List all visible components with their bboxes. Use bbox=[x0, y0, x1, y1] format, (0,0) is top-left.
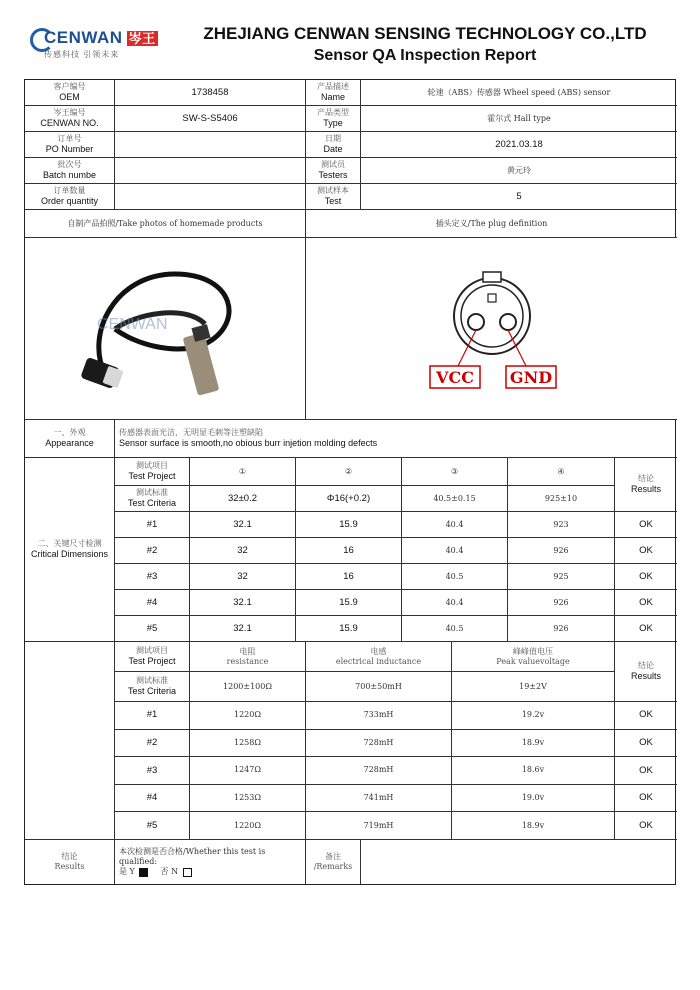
plug-diagram-image bbox=[392, 254, 592, 404]
critical-column-header: ③ bbox=[402, 458, 508, 486]
order-quantity-value bbox=[115, 184, 306, 210]
plug-definition-header: 插头定义/The plug definition bbox=[306, 210, 677, 238]
plug-definition-diagram bbox=[306, 238, 677, 420]
test-sample-value: 5 bbox=[361, 184, 677, 210]
company-logo bbox=[30, 26, 160, 62]
critical-sample-id: #2 bbox=[115, 538, 190, 564]
critical-measurement: 16 bbox=[296, 564, 402, 590]
batch-number-label: 批次号 Batch numbe bbox=[25, 158, 115, 184]
date-label: 日期 Date bbox=[306, 132, 361, 158]
critical-measurement: 32.1 bbox=[190, 590, 296, 616]
appearance-text: 传感器表面光洁，无明显毛刺等注塑缺陷 Sensor surface is smooth,no obious burr injetion molding defects bbox=[115, 420, 677, 458]
electrical-project-label: 测试项目 Test Project bbox=[115, 642, 190, 672]
po-number-value bbox=[115, 132, 306, 158]
appearance-label: 一、外观 Appearance bbox=[25, 420, 115, 458]
critical-measurement: 15.9 bbox=[296, 512, 402, 538]
electrical-result: OK bbox=[615, 730, 677, 758]
footer-results-label: 结论 Results bbox=[25, 840, 115, 884]
electrical-column-header: 电阻 resistance bbox=[190, 642, 306, 672]
critical-column-header: ① bbox=[190, 458, 296, 486]
electrical-measurement: 1247Ω bbox=[190, 757, 306, 785]
electrical-measurement: 1258Ω bbox=[190, 730, 306, 758]
critical-measurement: 32.1 bbox=[190, 512, 296, 538]
electrical-measurement: 719mH bbox=[306, 812, 452, 840]
critical-sample-id: #3 bbox=[115, 564, 190, 590]
critical-project-label: 测试项目 Test Project bbox=[115, 458, 190, 486]
electrical-criteria-value: 19±2V bbox=[452, 672, 615, 702]
electrical-criteria-value: 700±50mH bbox=[306, 672, 452, 702]
testers-label: 测试员 Testers bbox=[306, 158, 361, 184]
electrical-sample-id: #1 bbox=[115, 702, 190, 730]
critical-criteria-value: 925±10 bbox=[508, 486, 615, 512]
critical-sample-id: #1 bbox=[115, 512, 190, 538]
critical-sample-id: #5 bbox=[115, 616, 190, 642]
critical-measurement: 40.4 bbox=[402, 590, 508, 616]
qualified-question: 本次检测是否合格/Whether this test is qualified: bbox=[119, 847, 266, 866]
product-photo bbox=[25, 238, 306, 420]
critical-criteria-value: Φ16(+0.2) bbox=[296, 486, 402, 512]
critical-result: OK bbox=[615, 512, 677, 538]
electrical-measurement: 741mH bbox=[306, 785, 452, 813]
electrical-measurement: 18.9v bbox=[452, 812, 615, 840]
critical-measurement: 40.5 bbox=[402, 616, 508, 642]
report-title: Sensor QA Inspection Report bbox=[313, 47, 537, 64]
critical-criteria-label: 测试标准 Test Criteria bbox=[115, 486, 190, 512]
electrical-sample-id: #3 bbox=[115, 757, 190, 785]
gnd-label: GND bbox=[509, 367, 552, 387]
critical-measurement: 32.1 bbox=[190, 616, 296, 642]
electrical-measurement: 733mH bbox=[306, 702, 452, 730]
type-label: 产品类型 Type bbox=[306, 106, 361, 132]
critical-result: OK bbox=[615, 538, 677, 564]
vcc-label: VCC bbox=[435, 367, 474, 387]
critical-measurement: 15.9 bbox=[296, 590, 402, 616]
critical-measurement: 926 bbox=[508, 590, 615, 616]
order-quantity-label: 订单数量 Order quantity bbox=[25, 184, 115, 210]
electrical-section-label bbox=[25, 642, 115, 840]
critical-measurement: 925 bbox=[508, 564, 615, 590]
test-sample-label: 测试样本 Test bbox=[306, 184, 361, 210]
date-value: 2021.03.18 bbox=[361, 132, 677, 158]
critical-measurement: 40.4 bbox=[402, 538, 508, 564]
type-value: 霍尔式 Hall type bbox=[361, 106, 677, 132]
critical-result: OK bbox=[615, 564, 677, 590]
company-name: ZHEJIANG CENWAN SENSING TECHNOLOGY CO.,LTD bbox=[203, 24, 647, 43]
name-value: 轮速（ABS）传感器 Wheel speed (ABS) sensor bbox=[361, 80, 677, 106]
electrical-measurement: 18.9v bbox=[452, 730, 615, 758]
electrical-sample-id: #4 bbox=[115, 785, 190, 813]
remarks-value bbox=[361, 840, 677, 884]
electrical-column-header: 峰峰值电压 Peak valuevoltage bbox=[452, 642, 615, 672]
electrical-result: OK bbox=[615, 702, 677, 730]
electrical-measurement: 19.2v bbox=[452, 702, 615, 730]
logo-cn: 岑王 bbox=[128, 31, 156, 46]
critical-measurement: 15.9 bbox=[296, 616, 402, 642]
svg-text:CENWAN: CENWAN bbox=[97, 315, 168, 333]
yes-option-label: 是 Y bbox=[119, 867, 135, 876]
electrical-measurement: 19.0v bbox=[452, 785, 615, 813]
critical-column-header: ④ bbox=[508, 458, 615, 486]
critical-measurement: 926 bbox=[508, 616, 615, 642]
critical-measurement: 926 bbox=[508, 538, 615, 564]
critical-criteria-value: 32±0.2 bbox=[190, 486, 296, 512]
electrical-measurement: 1220Ω bbox=[190, 812, 306, 840]
qualified-statement bbox=[115, 840, 306, 884]
critical-measurement: 923 bbox=[508, 512, 615, 538]
electrical-sample-id: #2 bbox=[115, 730, 190, 758]
critical-results-label: 结论 Results bbox=[615, 458, 677, 512]
testers-value: 黄元玲 bbox=[361, 158, 677, 184]
product-photo-header: 自制产品拍照/Take photos of homemade products bbox=[25, 210, 306, 238]
electrical-result: OK bbox=[615, 757, 677, 785]
no-checkbox[interactable] bbox=[183, 868, 192, 877]
electrical-column-header: 电感 electrical inductance bbox=[306, 642, 452, 672]
yes-checkbox[interactable] bbox=[139, 868, 148, 877]
electrical-measurement: 1220Ω bbox=[190, 702, 306, 730]
electrical-result: OK bbox=[615, 785, 677, 813]
logo-name: CENWAN bbox=[44, 28, 123, 47]
critical-column-header: ② bbox=[296, 458, 402, 486]
electrical-criteria-value: 1200±100Ω bbox=[190, 672, 306, 702]
electrical-measurement: 1253Ω bbox=[190, 785, 306, 813]
logo-slogan: 传感科技 引领未来 bbox=[44, 50, 120, 59]
electrical-sample-id: #5 bbox=[115, 812, 190, 840]
report-header bbox=[0, 0, 700, 78]
critical-dimensions-label: 二、关键尺寸检测 Critical Dimensions bbox=[25, 458, 115, 642]
critical-criteria-value: 40.5±0.15 bbox=[402, 486, 508, 512]
name-label: 产品描述 Name bbox=[306, 80, 361, 106]
electrical-results-label: 结论 Results bbox=[615, 642, 677, 702]
critical-measurement: 40.5 bbox=[402, 564, 508, 590]
critical-measurement: 16 bbox=[296, 538, 402, 564]
no-option-label: 否 N bbox=[160, 867, 179, 876]
po-number-label: 订单号 PO Number bbox=[25, 132, 115, 158]
critical-result: OK bbox=[615, 616, 677, 642]
batch-number-value bbox=[115, 158, 306, 184]
inspection-sheet bbox=[24, 79, 676, 885]
oem-value: 1738458 bbox=[115, 80, 306, 106]
electrical-result: OK bbox=[615, 812, 677, 840]
electrical-measurement: 728mH bbox=[306, 757, 452, 785]
critical-measurement: 32 bbox=[190, 564, 296, 590]
electrical-measurement: 728mH bbox=[306, 730, 452, 758]
oem-label: 客户编号 OEM bbox=[25, 80, 115, 106]
electrical-criteria-label: 测试标准 Test Criteria bbox=[115, 672, 190, 702]
critical-sample-id: #4 bbox=[115, 590, 190, 616]
remarks-label: 备注 /Remarks bbox=[306, 840, 361, 884]
critical-result: OK bbox=[615, 590, 677, 616]
cenwan-no-value: SW-S-S5406 bbox=[115, 106, 306, 132]
cenwan-no-label: 岑王编号 CENWAN NO. bbox=[25, 106, 115, 132]
sensor-cable-image bbox=[75, 244, 255, 414]
critical-measurement: 40.4 bbox=[402, 512, 508, 538]
critical-measurement: 32 bbox=[190, 538, 296, 564]
electrical-measurement: 18.6v bbox=[452, 757, 615, 785]
